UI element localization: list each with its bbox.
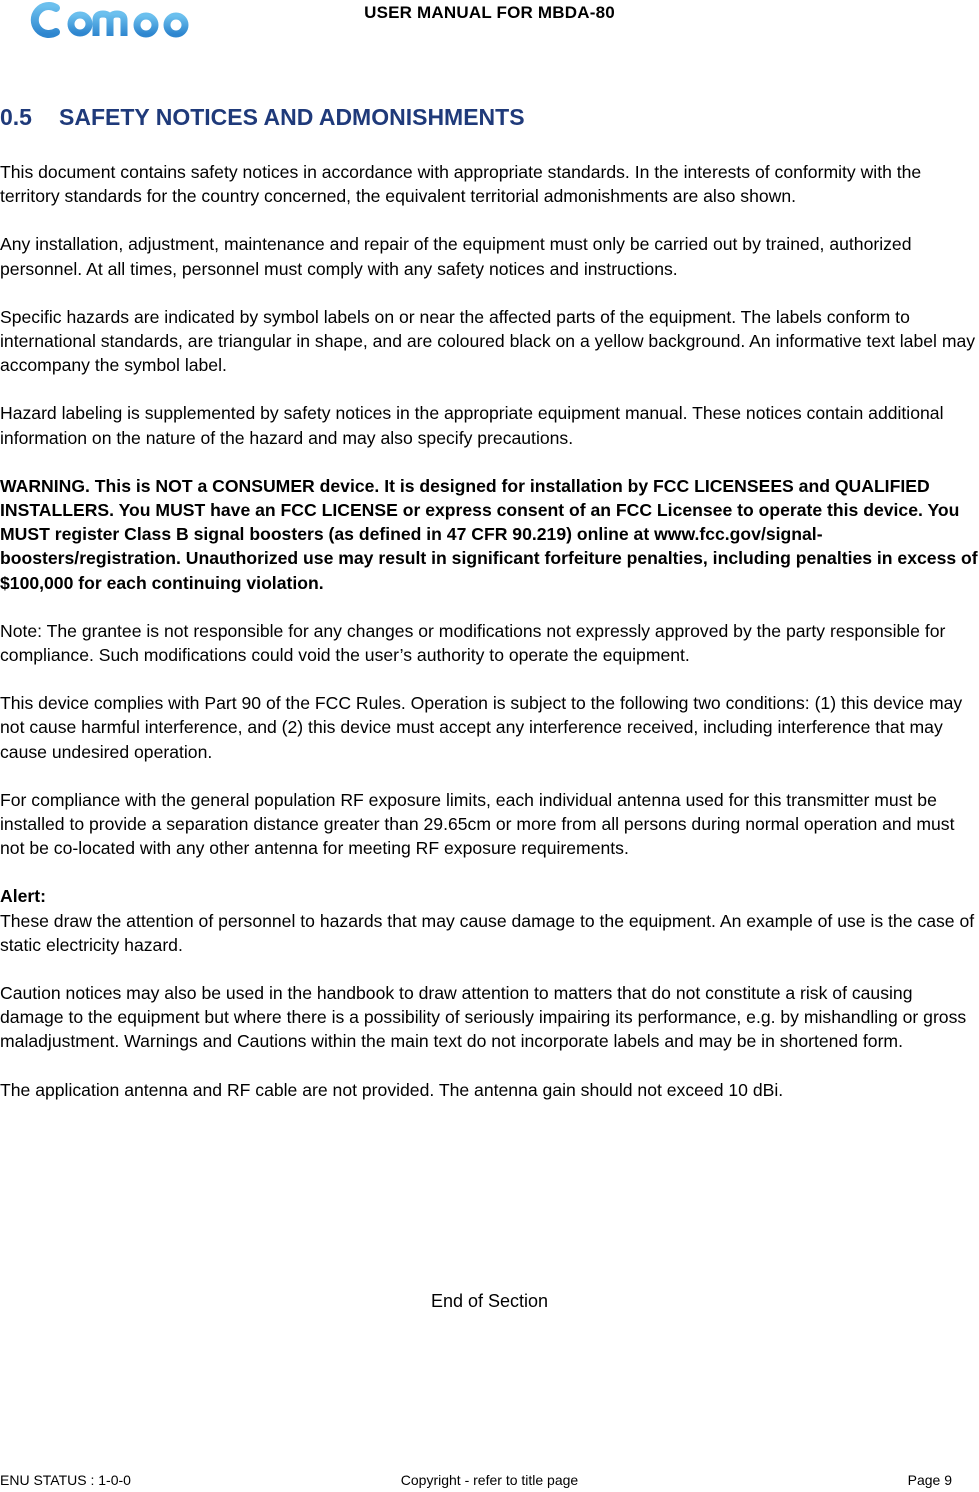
paragraph-intro: This document contains safety notices in accordance with appropriate standards. In the interests of conformity with the territory standards for the country concerned, the equivalent territorial admonishments are also shown.	[0, 162, 922, 207]
alert-title: Alert:	[0, 886, 46, 907]
paragraph-part90: This device complies with Part 90 of the FCC Rules. Operation is subject to the following two conditions: (1) this device may not cause harmful interference, and (2) this device must accept any interference received, including interference that may cause undesired operation.	[0, 693, 963, 762]
body-text	[0, 160, 979, 1126]
document-title: USER MANUAL FOR MBDA-80	[364, 3, 615, 22]
paragraph-antenna: The application antenna and RF cable are not provided. The antenna gain should not exceed 10 dBi.	[0, 1079, 784, 1100]
footer-page-number: Page 9	[907, 1472, 952, 1488]
paragraph-installation: Any installation, adjustment, maintenance and repair of the equipment must only be carried out by trained, authorized personnel. At all times, personnel must comply with any safety notices and instructions.	[0, 234, 912, 279]
paragraph-hazard-labeling: Hazard labeling is supplemented by safety notices in the appropriate equipment manual. These notices contain additional information on the nature of the hazard and may also specify precautions.	[0, 403, 944, 448]
paragraph-alert	[0, 884, 979, 957]
section-title: SAFETY NOTICES AND ADMONISHMENTS	[59, 104, 525, 130]
alert-body: These draw the attention of personnel to hazards that may cause damage to the equipment. An example of use is the case of static electricity hazard.	[0, 910, 975, 955]
footer-status: ENU STATUS : 1-0-0	[0, 1472, 131, 1488]
paragraph-warning: WARNING. This is NOT a CONSUMER device. It is designed for installation by FCC LICENSEES and QUALIFIED INSTALLERS. You MUST have an FCC LICENSE or express consent of an FCC Licensee to operate this device. You MUST register Class B signal boosters (as defined in 47 CFR 90.219) online at www.fcc.gov/signal-boosters/registration. Unauthorized use may result in significant forfeiture penalties, including penalties in excess of $100,000 for each continuing violation.	[0, 475, 978, 593]
end-of-section: End of Section	[430, 1291, 549, 1311]
section-number: 0.5	[0, 104, 32, 130]
paragraph-note: Note: The grantee is not responsible for any changes or modifications not expressly approved by the party responsible for compliance. Such modifications could void the user’s authority to operate the equipment.	[0, 620, 946, 666]
paragraph-rf-exposure: For compliance with the general population RF exposure limits, each individual antenna used for this transmitter must be installed to provide a separation distance greater than 29.65cm or more from all persons during normal operation and must not be co-located with any other antenna for meeting RF exposure requirements.	[0, 789, 955, 859]
footer-copyright: Copyright - refer to title page	[400, 1472, 579, 1488]
paragraph-hazard-labels: Specific hazards are indicated by symbol labels on or near the affected parts of the equipment. The labels conform to international standards, are triangular in shape, and are coloured black on a yellow background. An informative text label may accompany the symbol label.	[0, 306, 976, 376]
section-heading	[0, 104, 525, 131]
paragraph-caution: Caution notices may also be used in the handbook to draw attention to matters that do not constitute a risk of causing damage to the equipment but where there is a possibility of seriously impairing its performance, e.g. by mishandling or gross maladjustment. Warnings and Cautions within the main text do not incorporate labels and may be in shortened form.	[0, 983, 967, 1052]
